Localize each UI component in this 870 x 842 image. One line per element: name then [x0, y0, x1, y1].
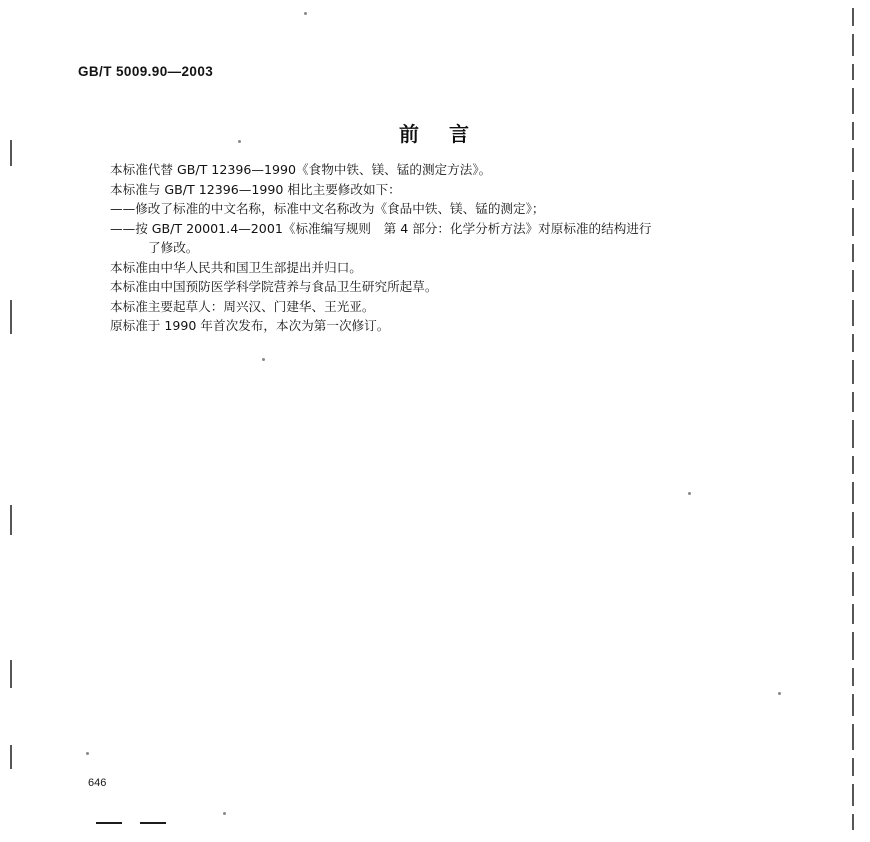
- page-number: 646: [88, 777, 107, 789]
- scan-speckle: [86, 752, 89, 755]
- foreword-body: [110, 160, 790, 336]
- scan-speckle: [262, 358, 265, 361]
- scan-speckle: [304, 12, 307, 15]
- foreword-paragraph: 本标准由中国预防医学科学院营养与食品卫生研究所起草。: [110, 279, 438, 294]
- foreword-paragraph: 本标准代替 GB/T 12396—1990《食物中铁、镁、锰的测定方法》。: [110, 162, 492, 177]
- scan-speckle: [688, 492, 691, 495]
- crop-mark-center: [140, 822, 166, 824]
- page-title: [0, 118, 870, 147]
- foreword-paragraph: 本标准与 GB/T 12396—1990 相比主要修改如下：: [110, 181, 401, 197]
- crop-mark-left: [96, 822, 122, 824]
- foreword-paragraph: ——按 GB/T 20001.4—2001《标准编写规则 第 4 部分：化学分析方法》对原标准的结构进行: [110, 220, 652, 236]
- standard-number: GB/T 5009.90—2003: [78, 64, 214, 79]
- scan-speckle: [778, 692, 781, 695]
- foreword-paragraph: 本标准主要起草人：周兴汉、门建华、王光亚。: [110, 298, 375, 314]
- foreword-paragraph-continuation: 了修改。: [148, 240, 199, 255]
- foreword-paragraph: 本标准由中华人民共和国卫生部提出并归口。: [110, 259, 362, 275]
- scan-speckle: [223, 812, 226, 815]
- foreword-paragraph: 原标准于 1990 年首次发布，本次为第一次修订。: [110, 318, 390, 333]
- page-title-char-2: 言: [449, 122, 471, 146]
- foreword-paragraph: ——修改了标准的中文名称，标准中文名称改为《食品中铁、镁、锰的测定》；: [110, 201, 545, 216]
- page-title-char-1: 前: [399, 122, 421, 146]
